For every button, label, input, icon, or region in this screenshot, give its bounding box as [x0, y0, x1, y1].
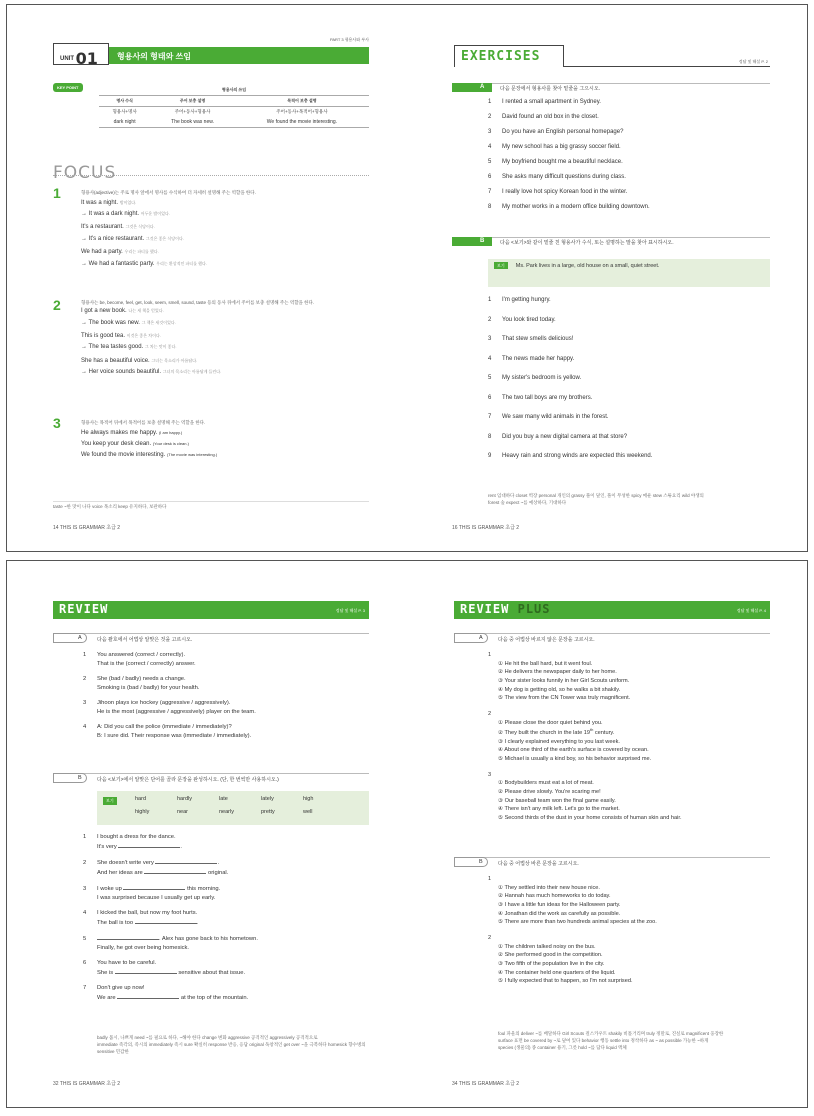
- question-group: [488, 651, 774, 703]
- table-cell: The book was new.: [150, 117, 235, 128]
- table-col: 명사 수식: [99, 96, 150, 107]
- section-instruction: 다음 <보기>에서 알맞은 단어를 골라 문장을 완성하시오. (단, 한 번씩만 사용하시오.): [97, 777, 279, 783]
- section-b-list: [488, 297, 768, 473]
- list-item: [488, 434, 768, 454]
- translation: 그 책은 새것이었다.: [141, 319, 176, 325]
- item-number: 8: [488, 433, 492, 440]
- keypoint-table: [99, 85, 369, 128]
- point-desc: 형용사는 be, become, feel, get, look, seem, smell, sound, taste 등의 동사 뒤에서 주어를 보충 설명해 주는 역할을 한다.: [81, 300, 315, 305]
- example: → It was a dark night.: [81, 210, 140, 217]
- item-text: I rented a small apartment in Sydney.: [502, 99, 601, 105]
- table-col: 목적어 보충 설명: [235, 96, 369, 107]
- table-cell: 주어+동사+형용사: [174, 109, 211, 114]
- option: ③ I have a little fun ideas for the Halloween party.: [498, 901, 621, 908]
- list-item: [83, 884, 367, 903]
- section-b-list: [83, 833, 367, 1009]
- item-text: B: I sure did. Their response was (immediate / immediately).: [97, 732, 252, 739]
- option: ④ About one third of the earth's surface is covered by ocean.: [498, 747, 649, 754]
- option: ⑤ Second thirds of the dust in your home consists of human skin and hair.: [498, 815, 682, 822]
- option: ① They settled into their new house nice.: [498, 884, 600, 891]
- example-sentence: Ms. Park lives in a large, old house on a small, quiet street.: [515, 263, 660, 269]
- item-text: I was surprised because I usually get up early.: [97, 894, 216, 901]
- top-spread: [6, 4, 808, 552]
- example: It was a night.: [81, 199, 119, 206]
- answer-blank[interactable]: [115, 968, 177, 974]
- item-text: I kicked the ball, but now my foot hurts.: [97, 909, 198, 916]
- vocab-list: [488, 493, 770, 507]
- item-text: Don't give up now!: [97, 984, 145, 991]
- word: hard: [135, 796, 147, 802]
- option: ② He delivers the newspaper daily to her home.: [498, 669, 617, 676]
- word-bank: [97, 791, 369, 825]
- translation: 어두운 밤이었다.: [140, 210, 170, 216]
- word-bank-tag: 보기: [103, 797, 117, 805]
- option: ① Please close the door quiet behind you.: [498, 719, 603, 726]
- section-b-bar: [452, 237, 770, 246]
- page-footer: 32 THIS IS GRAMMAR 초급 2: [53, 1081, 121, 1087]
- item-number: 5: [488, 159, 492, 165]
- example: I got a new book.: [81, 308, 127, 315]
- unit-title: 형용사의 형태와 쓰임: [107, 47, 369, 64]
- section-a-list: [488, 651, 774, 830]
- vocab-line: surface 표면 be covered by ~로 덮여 있다 behavior 행동 settle into 정착하다 as ~ as possible 가능한 ~하게: [498, 1037, 709, 1043]
- item-number: 3: [83, 699, 87, 706]
- item-text: My boyfriend bought me a beautiful necklace.: [502, 159, 623, 165]
- item-number: 4: [488, 355, 492, 362]
- option: ⑤ I fully expected that to happen, so I'm not surprised.: [498, 978, 633, 985]
- translation: 그녀의 목소리는 아름답게 들린다.: [162, 369, 222, 375]
- section-a-bar: [452, 83, 770, 92]
- word-grid: [135, 796, 345, 815]
- example: → Her voice sounds beautiful.: [81, 369, 162, 376]
- option: ⑤ The view from the CN Tower was truly magnificent.: [498, 695, 631, 702]
- point-number: 3: [53, 415, 61, 431]
- item-text: And her ideas are: [97, 869, 143, 876]
- vocab-list: [498, 1031, 770, 1051]
- item-text: I really love hot spicy Korean food in the winter.: [502, 189, 628, 195]
- item-text: . Alex has gone back to his hometown.: [159, 935, 258, 942]
- point-desc: 형용사는 목적어 뒤에서 목적어를 보충 설명해 주는 역할을 한다.: [81, 420, 206, 425]
- list-item: [488, 395, 768, 415]
- answer-blank[interactable]: [135, 918, 197, 924]
- item-number: 2: [488, 934, 492, 941]
- page-16: [408, 5, 808, 551]
- unit-number-box: [53, 43, 109, 68]
- answer-blank[interactable]: [118, 842, 180, 848]
- page-footer: 34 THIS IS GRAMMAR 초급 2: [452, 1081, 520, 1087]
- item-number: 1: [83, 652, 87, 658]
- section-a: [454, 633, 770, 643]
- item-number: 5: [83, 935, 87, 942]
- section-a-list: [488, 99, 768, 219]
- word: late: [219, 796, 228, 802]
- item-number: 2: [83, 675, 87, 682]
- divider: [53, 175, 369, 176]
- item-text: She doesn't write very: [97, 859, 154, 866]
- vocab-line: species (생물의) 종 container 용기, 그릇 hold ~를 담다 liquid 액체: [498, 1044, 627, 1050]
- item-number: 2: [488, 114, 492, 120]
- vocab-line: badly 몹시, 나쁘게 need ~를 필요로 하다, ~해야 한다 change 변화 aggressive 공격적인 aggressively 공격적으로: [97, 1035, 318, 1040]
- item-number: 7: [488, 189, 492, 195]
- word: near: [177, 809, 189, 815]
- list-item: [83, 984, 367, 1003]
- keypoint-badge: KEY POINT: [53, 83, 83, 92]
- exercises-title: EXERCISES: [454, 45, 564, 67]
- example: → The book was new.: [81, 319, 140, 326]
- translation: 이것은 좋은 차이다.: [126, 332, 161, 338]
- option: ④ The container held one quarters of the liquid.: [498, 969, 616, 976]
- list-item: [83, 651, 367, 669]
- section-instruction: 다음 중 어법상 바른 문장을 고르시오.: [498, 861, 579, 867]
- item-text: A: Did you call the police (immediate / immediately)?: [97, 723, 232, 730]
- section-b: [53, 773, 369, 783]
- list-item: [488, 189, 768, 204]
- page-footer: 14 THIS IS GRAMMAR 초급 2: [53, 525, 121, 531]
- item-number: 6: [488, 394, 492, 401]
- item-text: The ball is too: [97, 919, 134, 926]
- example: It's a restaurant.: [81, 224, 124, 231]
- paraphrase: (The movie was interesting.): [166, 452, 218, 458]
- page-34: [408, 561, 808, 1107]
- list-item: [488, 114, 768, 129]
- item-text: He is the most (aggressive / aggressively) player on the team.: [97, 708, 256, 715]
- item-text: My sister's bedroom is yellow.: [502, 375, 582, 381]
- unit-label: UNIT: [60, 56, 74, 63]
- section-label: B: [53, 773, 87, 783]
- answer-ref: 정답 및 해설 P. 4: [736, 608, 766, 613]
- item-text: That stew smells delicious!: [502, 336, 574, 342]
- item-number: 1: [83, 834, 87, 840]
- option-text: century.: [593, 730, 615, 737]
- item-number: 2: [488, 710, 492, 717]
- word: highly: [135, 809, 150, 815]
- item-text: original.: [208, 869, 229, 876]
- item-text: She is: [97, 969, 114, 976]
- item-text: Jihoon plays ice hockey (aggressive / aggressively).: [97, 699, 231, 706]
- item-text: Did you buy a new digital camera at that store?: [502, 433, 628, 440]
- translation: 우리는 환상적인 파티를 했다.: [156, 260, 207, 266]
- word: nearly: [219, 809, 234, 815]
- point-desc: 형용사(adjective)는 주로 명사 앞에서 명사를 수식하여 더 자세히 설명해 주는 역할을 한다.: [81, 190, 256, 195]
- item-text: Smoking is (bad / badly) for your health.: [97, 684, 200, 691]
- list-item: [83, 959, 367, 978]
- answer-blank[interactable]: [144, 868, 206, 874]
- exercises-header: [454, 45, 770, 67]
- item-number: 6: [488, 174, 492, 180]
- vocab-line: rent 임대하다 closet 벽장 personal 개인의 grassy 풀이 덮인, 풀이 무성한 spicy 매운 stew 스튜요리 wild 야생의: [488, 493, 704, 498]
- option: ② Hannah has much homeworks to do today.: [498, 893, 611, 900]
- example: This is good tea.: [81, 332, 126, 339]
- item-text: this morning.: [187, 885, 221, 892]
- translation: 그 차는 맛이 좋다.: [144, 344, 177, 350]
- item-text: David found an old box in the closet.: [502, 114, 599, 120]
- item-text: I woke up: [97, 885, 122, 892]
- item-text: You answered (correct / correctly).: [97, 652, 186, 658]
- item-text: Do you have an English personal homepage?: [502, 129, 624, 135]
- example: → The tea tastes good.: [81, 344, 144, 351]
- example-tag: 보기: [494, 262, 508, 269]
- vocab-list: [97, 1035, 369, 1055]
- option-text: ② They built the church in the late 19: [498, 730, 590, 737]
- list-item: [83, 934, 367, 953]
- focus-heading: FOCUS: [53, 163, 117, 183]
- section-b: [454, 857, 770, 867]
- option: ④ There isn't any milk left. Let's go to the market.: [498, 806, 620, 813]
- example: We found the movie interesting.: [81, 452, 166, 459]
- page-footer: 16 THIS IS GRAMMAR 초급 2: [452, 525, 520, 531]
- option: ① The children talked noisy on the bus.: [498, 943, 596, 950]
- section-a: [53, 633, 369, 643]
- option: ③ Your sister looks funnily in her Girl Scouts uniform.: [498, 677, 630, 684]
- item-text: My mother works in a modern office building downtown.: [502, 204, 650, 210]
- vocab-line: foul 파울의 deliver ~를 배달하다 Girl Scouts 걸스카우트 shakily 비틀거리며 truly 정말로, 진실로 magnificent 웅장한: [498, 1031, 724, 1036]
- list-item: [488, 375, 768, 395]
- option: ③ Our baseball team won the final game easily.: [498, 797, 616, 804]
- list-item: [488, 159, 768, 174]
- review-title: REVIEW: [59, 602, 109, 616]
- item-text: We are: [97, 994, 116, 1001]
- section-instruction: 다음 중 어법상 바르지 않은 문장을 고르시오.: [498, 637, 595, 643]
- list-item: [488, 174, 768, 189]
- item-text: You have to be careful.: [97, 959, 157, 966]
- item-number: 4: [83, 909, 87, 916]
- table-cell: We found the movie interesting.: [235, 117, 369, 128]
- option: ⑤ There are more than two hundreds animal species at the zoo.: [498, 919, 657, 926]
- item-number: 5: [488, 375, 492, 381]
- table-cell: dark night: [99, 117, 150, 128]
- translation: 그것은 식당이다.: [125, 224, 155, 230]
- list-item: [83, 723, 367, 741]
- answer-ref: 정답 및 해설 P. 3: [335, 608, 365, 613]
- item-number: 7: [83, 984, 87, 991]
- item-number: 3: [488, 771, 492, 778]
- list-item: [83, 699, 367, 717]
- unit-number: 01: [75, 49, 98, 68]
- item-number: 3: [83, 885, 87, 892]
- translation: 나는 새 책을 얻었다.: [128, 308, 164, 314]
- unit-header: [53, 37, 369, 68]
- option: ④ Jonathan did the work as carefully as possible.: [498, 910, 621, 917]
- list-item: [488, 453, 768, 473]
- list-item: [488, 129, 768, 144]
- answer-blank[interactable]: [155, 858, 217, 864]
- option: ⑤ Michael is usually a kind boy, so his behavior surprised me.: [498, 756, 652, 763]
- item-text: She asks many difficult questions during class.: [502, 174, 626, 180]
- word: well: [303, 809, 313, 815]
- option: ④ My dog is getting old, so he walks a bit shakily.: [498, 686, 621, 693]
- example: She has a beautiful voice.: [81, 357, 150, 364]
- item-number: 2: [488, 316, 492, 323]
- superscript: th: [589, 727, 594, 733]
- example: You keep your desk clean.: [81, 440, 152, 447]
- page-32: [7, 561, 407, 1107]
- vocab-line: forest 숲 expect ~를 예상하다, 기대하다: [488, 499, 567, 505]
- example: We had a party.: [81, 249, 123, 256]
- point-2: [81, 299, 371, 379]
- section-label: A: [452, 83, 492, 92]
- item-text: I bought a dress for the dance.: [97, 834, 176, 840]
- section-label: B: [452, 237, 492, 246]
- item-text: You look tired today.: [502, 316, 556, 323]
- item-number: 2: [83, 859, 87, 866]
- answer-blank[interactable]: [97, 934, 159, 940]
- list-item: [488, 144, 768, 159]
- list-item: [488, 414, 768, 434]
- answer-blank[interactable]: [123, 884, 185, 890]
- item-text: Heavy rain and strong winds are expected this weekend.: [502, 453, 653, 459]
- bottom-spread: [6, 560, 808, 1108]
- section-label: B: [454, 857, 488, 867]
- part-label: PART 3 형용사와 부사: [330, 37, 369, 42]
- question-group: [488, 934, 774, 986]
- example: → We had a fantastic party.: [81, 260, 155, 267]
- word: hardly: [177, 796, 192, 802]
- point-1: [81, 189, 371, 270]
- item-number: 7: [488, 414, 492, 420]
- example-box: [488, 259, 770, 287]
- item-number: 3: [488, 336, 492, 342]
- word: pretty: [261, 809, 275, 815]
- point-number: 2: [53, 297, 61, 313]
- list-item: [488, 204, 768, 219]
- section-b-list: [488, 875, 774, 993]
- item-text: I'm getting hungry.: [502, 297, 551, 303]
- question-group: [488, 710, 774, 764]
- item-number: 8: [488, 204, 492, 210]
- option: ② Please drive slowly. You're scaring me!: [498, 789, 601, 796]
- item-text: She (bad / badly) needs a change.: [97, 675, 186, 682]
- word: lately: [261, 796, 274, 802]
- list-item: 1 I bought a dress for the dance. It's very .: [83, 834, 183, 850]
- option: ① Bodybuilders must eat a lot of meat.: [498, 780, 594, 787]
- section-instruction: 다음 <보기>와 같이 밑줄 친 형용사가 수식, 또는 설명하는 말을 찾아 표시하시오.: [500, 240, 674, 246]
- item-text: It's very: [97, 843, 117, 850]
- option: ③ Two fifth of the population live in the city.: [498, 960, 605, 967]
- plus-word: PLUS: [517, 602, 551, 616]
- word: high: [303, 796, 314, 802]
- item-number: 6: [83, 959, 87, 966]
- item-number: 1: [488, 876, 492, 882]
- vocab-list: taste ~한 맛이 나다 voice 목소리 keep 유지하다, 보관하다: [53, 501, 369, 511]
- list-item: [83, 675, 367, 693]
- section-label: A: [53, 633, 87, 643]
- table-cell: 주어+동사+목적어+형용사: [276, 109, 328, 114]
- item-text: Finally, he got over being homesick.: [97, 944, 190, 951]
- item-text: The two tall boys are my brothers.: [502, 394, 593, 401]
- paraphrase: (Your desk is clean.): [152, 440, 189, 446]
- item-text: The news made her happy.: [502, 355, 575, 362]
- item-number: 4: [83, 723, 87, 730]
- section-label: A: [454, 633, 488, 643]
- section-a-list: [83, 651, 367, 747]
- item-number: 1: [488, 652, 492, 658]
- example: He always makes me happy.: [81, 429, 158, 436]
- item-text: My new school has a big grassy soccer field.: [502, 144, 621, 150]
- review-word: REVIEW: [460, 602, 510, 616]
- table-col: 주어 보충 설명: [150, 96, 235, 107]
- list-item: [488, 297, 768, 317]
- translation: 그녀는 목소리가 아름답다.: [151, 357, 198, 363]
- point-3: [81, 419, 371, 462]
- review-plus-header: [454, 601, 770, 619]
- list-item: [488, 317, 768, 337]
- section-instruction: 다음 문장에서 형용사를 찾아 밑줄을 그으시오.: [500, 86, 601, 92]
- option: [498, 727, 774, 738]
- option: ③ I clearly explained everything to you last week.: [498, 738, 620, 745]
- translation: 밤이었다.: [119, 199, 137, 205]
- item-number: 3: [488, 129, 492, 135]
- point-number: 1: [53, 185, 61, 201]
- item-number: 4: [488, 144, 492, 150]
- option: ② She performed good in the competition.: [498, 952, 603, 959]
- section-instruction: 다음 괄호에서 어법상 알맞은 것을 고르시오.: [97, 637, 193, 643]
- item-text: sensitive about that issue.: [178, 969, 246, 976]
- question-group: [488, 771, 774, 823]
- list-item: [488, 336, 768, 356]
- review-plus-title: [460, 602, 551, 616]
- option: ① He hit the ball hard, but it went foul.: [498, 660, 593, 667]
- answer-ref: 정답 및 해설 P. 2: [738, 59, 768, 64]
- item-text: That is the (correct / correctly) answer.: [97, 660, 196, 667]
- list-item: [488, 99, 768, 114]
- page-14: [7, 5, 407, 551]
- vocab-line: immediate 즉각의, 즉시의 immediately 즉시 sure 확실히 response 반응, 응답 original 독창적인 get over ~을 극복하다 homesick 향수병의 sensitive 민감한: [97, 1041, 366, 1054]
- example: → It's a nice restaurant.: [81, 235, 145, 242]
- question-group: [488, 875, 774, 927]
- list-item: [488, 356, 768, 376]
- translation: 그것은 좋은 식당이다.: [145, 235, 184, 241]
- item-number: 1: [488, 99, 492, 105]
- item-text: We saw many wild animals in the forest.: [502, 414, 609, 420]
- item-number: 1: [488, 297, 492, 303]
- list-item: 2 She doesn't write very . And her ideas are original.: [83, 859, 229, 876]
- table-title: 형용사의 쓰임: [99, 85, 369, 96]
- paraphrase: (I am happy.): [158, 429, 183, 435]
- item-number: 9: [488, 453, 492, 459]
- item-text: at the top of the mountain.: [180, 994, 249, 1001]
- table-cell: 형용사+명사: [112, 109, 137, 114]
- translation: 우리는 파티를 했다.: [124, 249, 159, 255]
- answer-blank[interactable]: [117, 993, 179, 999]
- list-item: 4 I kicked the ball, but now my foot hurts. The ball is too .: [83, 909, 199, 926]
- review-header: [53, 601, 369, 619]
